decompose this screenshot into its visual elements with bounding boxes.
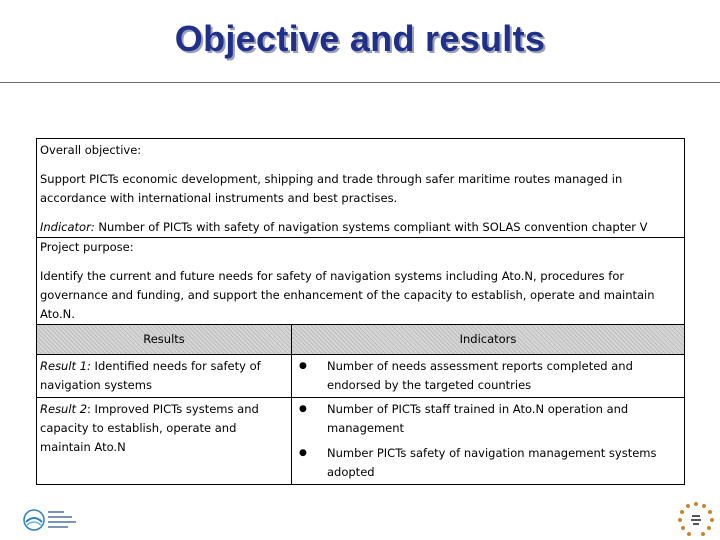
list-item xyxy=(295,357,681,395)
list-item xyxy=(295,400,681,438)
objectives-table xyxy=(36,138,685,485)
overall-objective-label: Overall objective: xyxy=(40,143,142,157)
indicator-list xyxy=(295,357,681,395)
indicator-cell xyxy=(292,355,685,398)
pacific-community-logo-icon xyxy=(22,506,82,534)
eu-funding-emblem-icon xyxy=(676,500,716,538)
result-text: Identified needs for safety of navigation systems xyxy=(40,359,261,392)
list-item xyxy=(295,444,681,482)
bullet-icon: ● xyxy=(299,448,307,458)
table-header-row xyxy=(37,325,685,355)
results-header: Results xyxy=(37,325,292,355)
result-label: Result 2 xyxy=(40,402,88,416)
title-divider xyxy=(0,82,720,83)
project-purpose-cell xyxy=(37,238,685,325)
overall-objective-text: Support PICTs economic development, shipping and trade through safer maritime routes managed in accordance with international instruments and best practises. xyxy=(40,172,623,205)
bullet-icon: ● xyxy=(299,404,307,414)
project-purpose-row xyxy=(37,238,685,325)
result-label: Result 1: xyxy=(40,359,91,373)
table-row xyxy=(37,398,685,485)
project-purpose-text: Identify the current and future needs for safety of navigation systems including Ato.N, procedures for governance and funding, and support the enhancement of the capacity to establish, operate and maintain Ato.N. xyxy=(40,269,655,321)
indicator-item-text: Number PICTs safety of navigation management systems adopted xyxy=(327,446,657,479)
indicator-line xyxy=(40,218,681,237)
project-purpose-label: Project purpose: xyxy=(40,240,134,254)
indicator-item-text: Number of PICTs staff trained in Ato.N operation and management xyxy=(327,402,629,435)
overall-objective-row xyxy=(37,139,685,238)
slide-title: Objective and results xyxy=(174,18,546,59)
table-row xyxy=(37,355,685,398)
overall-objective-cell xyxy=(37,139,685,238)
result-cell xyxy=(37,355,292,398)
indicator-label: Indicator: xyxy=(40,220,95,234)
result-cell xyxy=(37,398,292,485)
indicators-header: Indicators xyxy=(292,325,685,355)
indicator-text: Number of PICTs with safety of navigation systems compliant with SOLAS convention chapter V xyxy=(94,220,648,234)
indicator-list xyxy=(295,400,681,482)
indicator-cell xyxy=(292,398,685,485)
bullet-icon: ● xyxy=(299,361,307,371)
indicator-item-text: Number of needs assessment reports completed and endorsed by the targeted countries xyxy=(327,359,633,392)
result-text: : Improved PICTs systems and capacity to establish, operate and maintain Ato.N xyxy=(40,402,259,454)
